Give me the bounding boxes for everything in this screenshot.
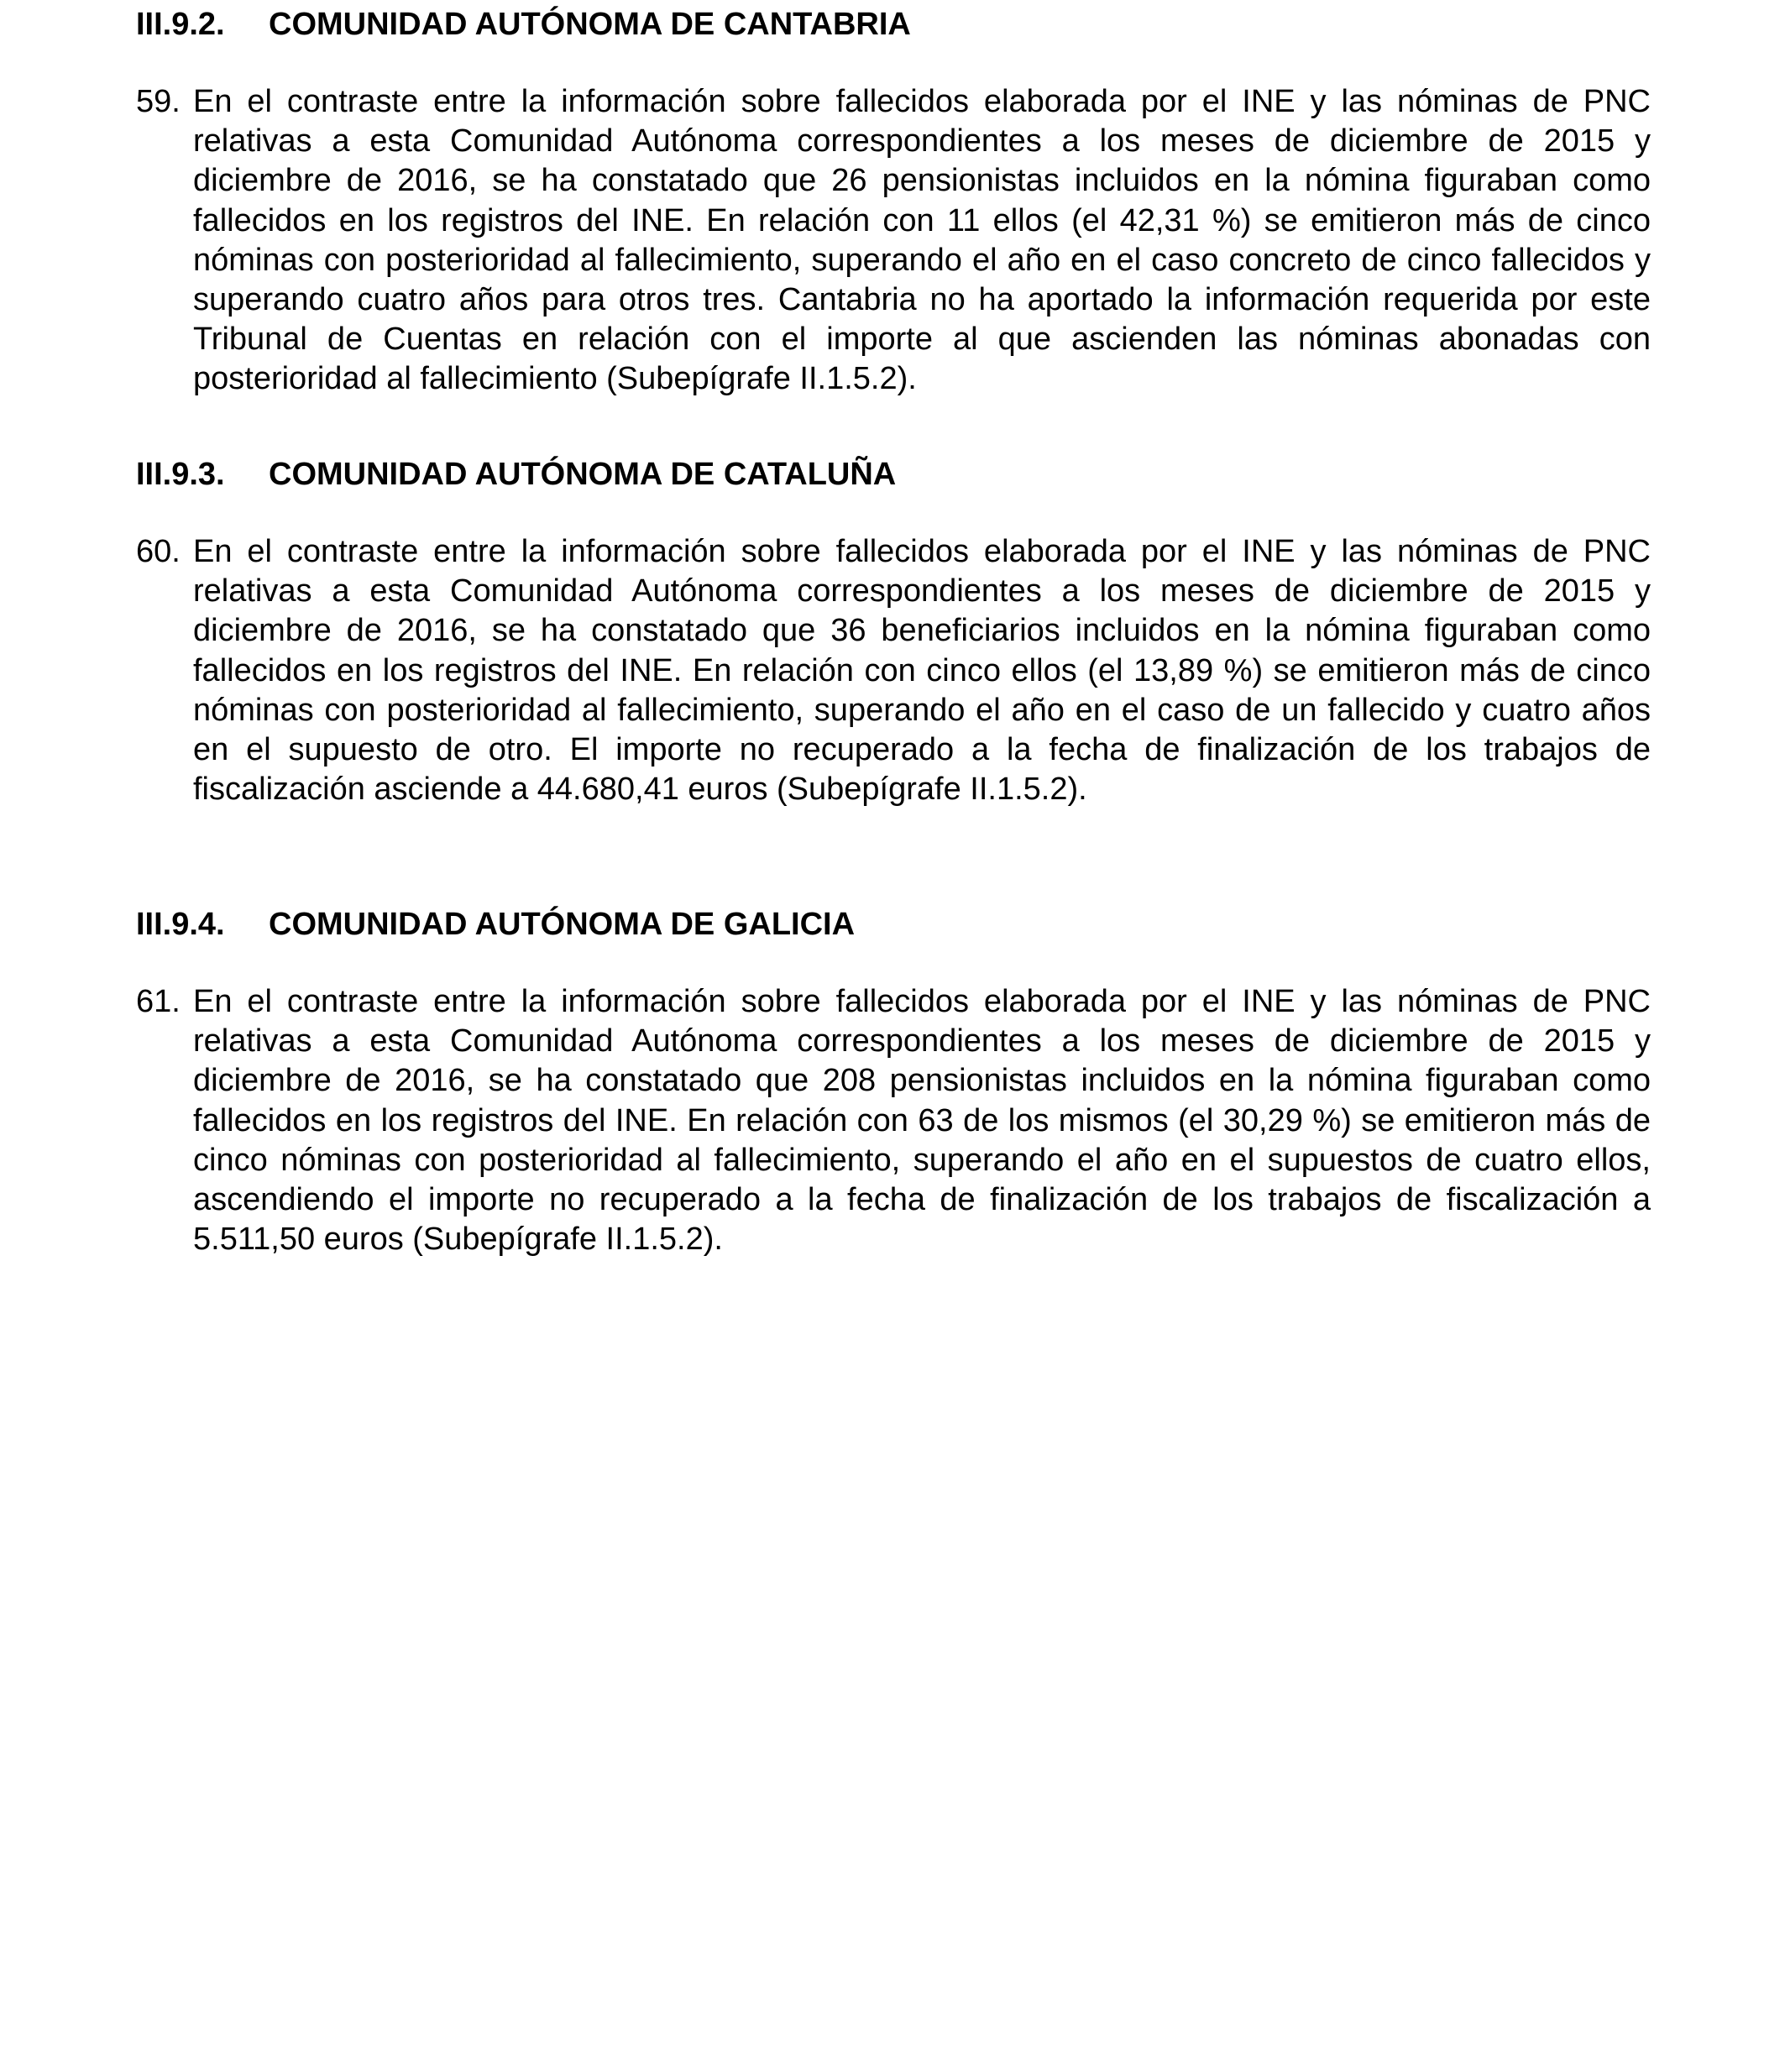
paragraph-text: En el contraste entre la información sobre fallecidos elaborada por el INE y las nóminas de PNC relativas a esta Comunidad Autónoma correspondientes a los meses de diciembre de 2015 y diciembre de 2016, se ha constatado que 36 beneficiarios incluidos en la nómina figuraban como fallecidos en los registros del INE. En relación con cinco ellos (el 13,89 %) se emitieron más de cinco nóminas con posterioridad al fallecimiento, superando el año en el caso de un fallecido y cuatro años en el supuesto de otro. El importe no recuperado a la fecha de finalización de los trabajos de fiscalización asciende a 44.680,41 euros (Subepígrafe II.1.5.2). <box>193 534 1651 808</box>
section-heading-cataluna <box>136 455 896 494</box>
section-heading-cantabria <box>136 5 911 44</box>
paragraph-text: En el contraste entre la información sobre fallecidos elaborada por el INE y las nóminas de PNC relativas a esta Comunidad Autónoma correspondientes a los meses de diciembre de 2015 y diciembre de 2016, se ha constatado que 208 pensionistas incluidos en la nómina figuraban como fallecidos en los registros del INE. En relación con 63 de los mismos (el 30,29 %) se emitieron más de cinco nóminas con posterioridad al fallecimiento, superando el año en el supuestos de cuatro ellos, ascendiendo el importe no recuperado a la fecha de finalización de los trabajos de fiscalización a 5.511,50 euros (Subepígrafe II.1.5.2). <box>193 984 1651 1258</box>
section-heading-galicia <box>136 905 855 944</box>
paragraph-61 <box>136 982 1651 1259</box>
section-number: III.9.3. <box>136 457 225 492</box>
paragraph-60 <box>136 532 1651 809</box>
paragraph-number: 61. <box>136 984 181 1019</box>
paragraph-number: 59. <box>136 84 181 119</box>
paragraph-text: En el contraste entre la información sobre fallecidos elaborada por el INE y las nóminas de PNC relativas a esta Comunidad Autónoma correspondientes a los meses de diciembre de 2015 y diciembre de 2016, se ha constatado que 26 pensionistas incluidos en la nómina figuraban como fallecidos en los registros del INE. En relación con 11 ellos (el 42,31 %) se emitieron más de cinco nóminas con posterioridad al fallecimiento, superando el año en el caso concreto de cinco fallecidos y superando cuatro años para otros tres. Cantabria no ha aportado la información requerida por este Tribunal de Cuentas en relación con el importe al que ascienden las nóminas abonadas con posterioridad al fallecimiento (Subepígrafe II.1.5.2). <box>193 84 1651 397</box>
section-title: COMUNIDAD AUTÓNOMA DE CANTABRIA <box>269 7 911 42</box>
section-number: III.9.2. <box>136 7 225 42</box>
section-title: COMUNIDAD AUTÓNOMA DE CATALUÑA <box>269 457 897 492</box>
paragraph-number: 60. <box>136 534 181 569</box>
section-title: COMUNIDAD AUTÓNOMA DE GALICIA <box>269 907 856 942</box>
paragraph-59 <box>136 82 1651 400</box>
section-number: III.9.4. <box>136 907 225 942</box>
